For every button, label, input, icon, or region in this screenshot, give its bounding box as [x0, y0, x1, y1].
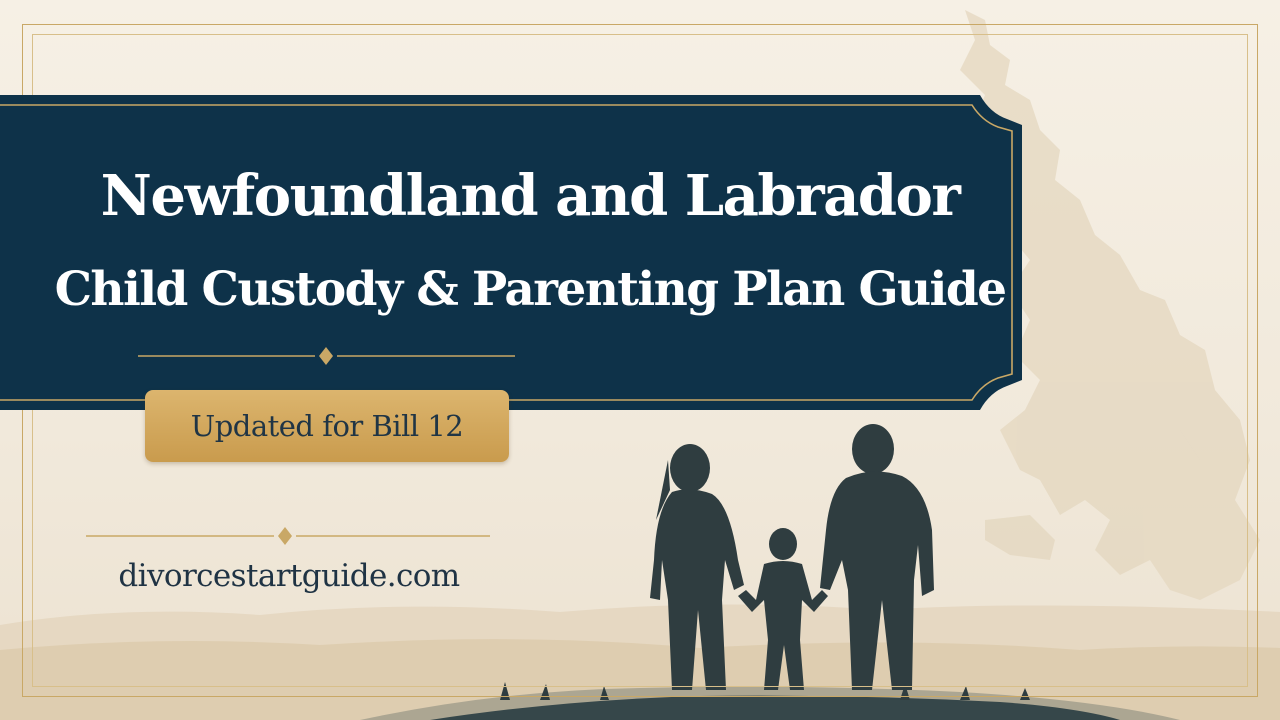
page-title-line2: Child Custody & Parenting Plan Guide: [54, 262, 1006, 317]
update-badge-label: Updated for Bill 12: [190, 409, 464, 443]
title-banner: [0, 95, 1022, 410]
update-badge: [145, 390, 509, 462]
page-title-line1: Newfoundland and Labrador: [100, 163, 960, 229]
website-url: divorcestartguide.com: [118, 558, 460, 594]
